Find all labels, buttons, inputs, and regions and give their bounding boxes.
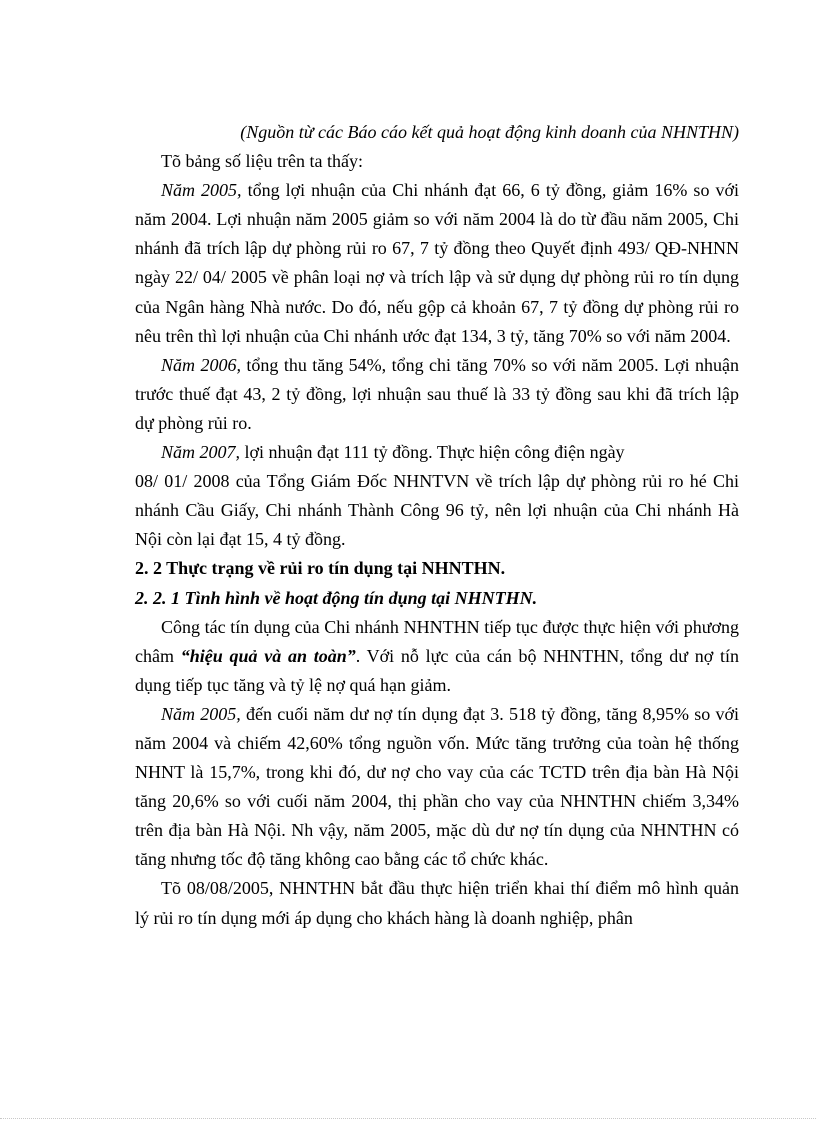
year-2006-label: Năm 2006, <box>161 354 241 375</box>
page-content <box>135 118 739 933</box>
year-2005-label: Năm 2005, <box>161 180 242 201</box>
section-heading-2-2: 2. 2 Thực trạng về rủi ro tín dụng tại NHNTHN. <box>135 558 506 579</box>
paragraph-credit-before: Công tác tín dụng của Chi nhánh NHNTHN tiếp tục được thực hiện với phương châm <box>135 616 739 666</box>
source-note: (Nguồn từ các Báo cáo kết quả hoạt động kinh doanh của NHNTHN) <box>240 122 739 142</box>
paragraph-credit-after: . Với nỗ lực của cán bộ NHNTHN, tổng dư nợ tín dụng tiếp tục tăng và tỷ lệ nợ quá hạn giảm. <box>135 645 739 695</box>
paragraph-2005 <box>135 176 739 351</box>
paragraph-2006-text: tổng thu tăng 54%, tổng chi tăng 70% so với năm 2005. Lợi nhuận trước thuế đạt 43, 2 tỷ đồng, lợi nhuận sau thuế là 33 tỷ đồng sau khi đã trích lập dự phòng rủi ro. <box>135 354 740 433</box>
paragraph-2005-credit <box>135 700 739 875</box>
paragraph-2007-first-line <box>135 438 739 467</box>
year-2005b-label: Năm 2005, <box>161 703 241 724</box>
motto-text: “hiệu quả và an toàn” <box>180 645 356 666</box>
paragraph-2007-rest: 08/ 01/ 2008 của Tổng Giám Đốc NHNTVN về trích lập dự phòng rủi ro hé Chi nhánh Cầu Giấy, Chi nhánh Thành Công 96 tỷ, nên lợi nhuận của Chi nhánh Hà Nội còn lại đạt 15, 4 tỷ đồng. <box>135 471 739 550</box>
section-heading-2-2-1: 2. 2. 1 Tình hình về hoạt động tín dụng tại NHNTHN. <box>135 587 538 608</box>
paragraph-2006 <box>135 351 739 438</box>
paragraph-2005-credit-text: đến cuối năm dư nợ tín dụng đạt 3. 518 tỷ đồng, tăng 8,95% so với năm 2004 và chiếm 42,60% tổng nguồn vốn. Mức tăng trưởng của toàn hệ thống NHNT là 15,7%, trong khi đó, dư nợ cho vay của các TCTD trên địa bàn Hà Nội tăng 20,6% so với cuối năm 2004, thị phần cho vay của NHNTHN chiếm 3,34% trên địa bàn Hà Nội. Nh vậy, năm 2005, mặc dù dư nợ tín dụng của NHNTHN có tăng nhưng tốc độ tăng không cao bằng các tổ chức khác. <box>135 703 739 870</box>
year-2007-label: Năm 2007, <box>161 442 241 463</box>
paragraph-credit <box>135 613 739 700</box>
paragraph-last: Tõ 08/08/2005, NHNTHN bắt đầu thực hiện triển khai thí điểm mô hình quản lý rủi ro tín dụng mới áp dụng cho khách hàng là doanh nghiệp, phân <box>135 878 739 928</box>
page-bottom-border <box>0 1118 816 1119</box>
intro-paragraph: Tõ bảng số liệu trên ta thấy: <box>161 151 363 172</box>
paragraph-2005-text: tổng lợi nhuận của Chi nhánh đạt 66, 6 tỷ đồng, giảm 16% so với năm 2004. Lợi nhuận năm 2005 giảm so với năm 2004 là do từ đầu năm 2005, Chi nhánh đã trích lập dự phòng rủi ro 67, 7 tỷ đồng theo Quyết định 493/ QĐ-NHNN ngày 22/ 04/ 2005 về phân loại nợ và trích lập và sử dụng dự phòng rủi ro tín dụng của Ngân hàng Nhà nước. Do đó, nếu gộp cả khoản 67, 7 tỷ đồng dự phòng rủi ro nêu trên thì lợi nhuận của Chi nhánh ước đạt 134, 3 tỷ, tăng 70% so với năm 2004. <box>135 180 739 346</box>
paragraph-2007-line1: lợi nhuận đạt 111 tỷ đồng. Thực hiện công điện ngày <box>240 442 625 463</box>
